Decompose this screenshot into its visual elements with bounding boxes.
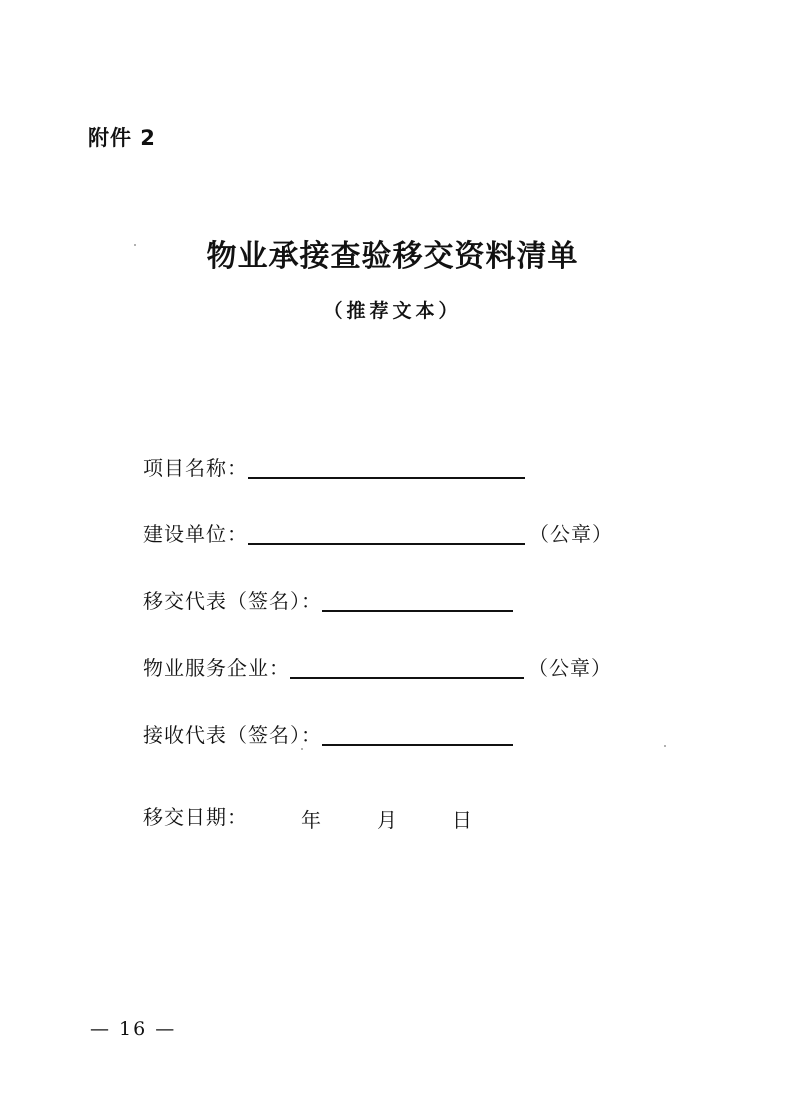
date-day-label: 日 [452,808,472,832]
date-year-label: 年 [301,808,321,832]
page-number: — 16 — [90,1018,177,1040]
receiver-label: 接收代表（签名）： [143,723,322,747]
receiver-signature-field[interactable] [322,722,513,746]
project-name-field[interactable] [248,455,525,479]
document-subtitle: （推荐文本） [323,300,462,322]
developer-seal-note: （公章） [529,522,613,546]
receiver-row [143,718,513,748]
transferor-label: 移交代表（签名）： [143,589,322,613]
property-company-field[interactable] [290,655,524,679]
transferor-signature-field[interactable] [322,588,513,612]
developer-label: 建设单位： [143,522,248,546]
developer-field[interactable] [248,521,525,545]
transfer-date-row [143,800,248,830]
property-company-row [143,651,612,681]
property-company-label: 物业服务企业： [143,656,290,680]
date-month-label: 月 [377,808,397,832]
scan-speck [134,244,136,246]
transfer-date-label: 移交日期： [143,805,248,829]
document-title: 物业承接查验移交资料清单 [206,239,579,274]
scan-speck [664,745,666,747]
project-name-row [143,451,525,481]
scan-speck [301,748,303,750]
transferor-row [143,584,513,614]
project-name-label: 项目名称： [143,456,248,480]
developer-row [143,517,613,547]
attachment-label: 附件 2 [88,126,156,150]
property-company-seal-note: （公章） [528,656,612,680]
